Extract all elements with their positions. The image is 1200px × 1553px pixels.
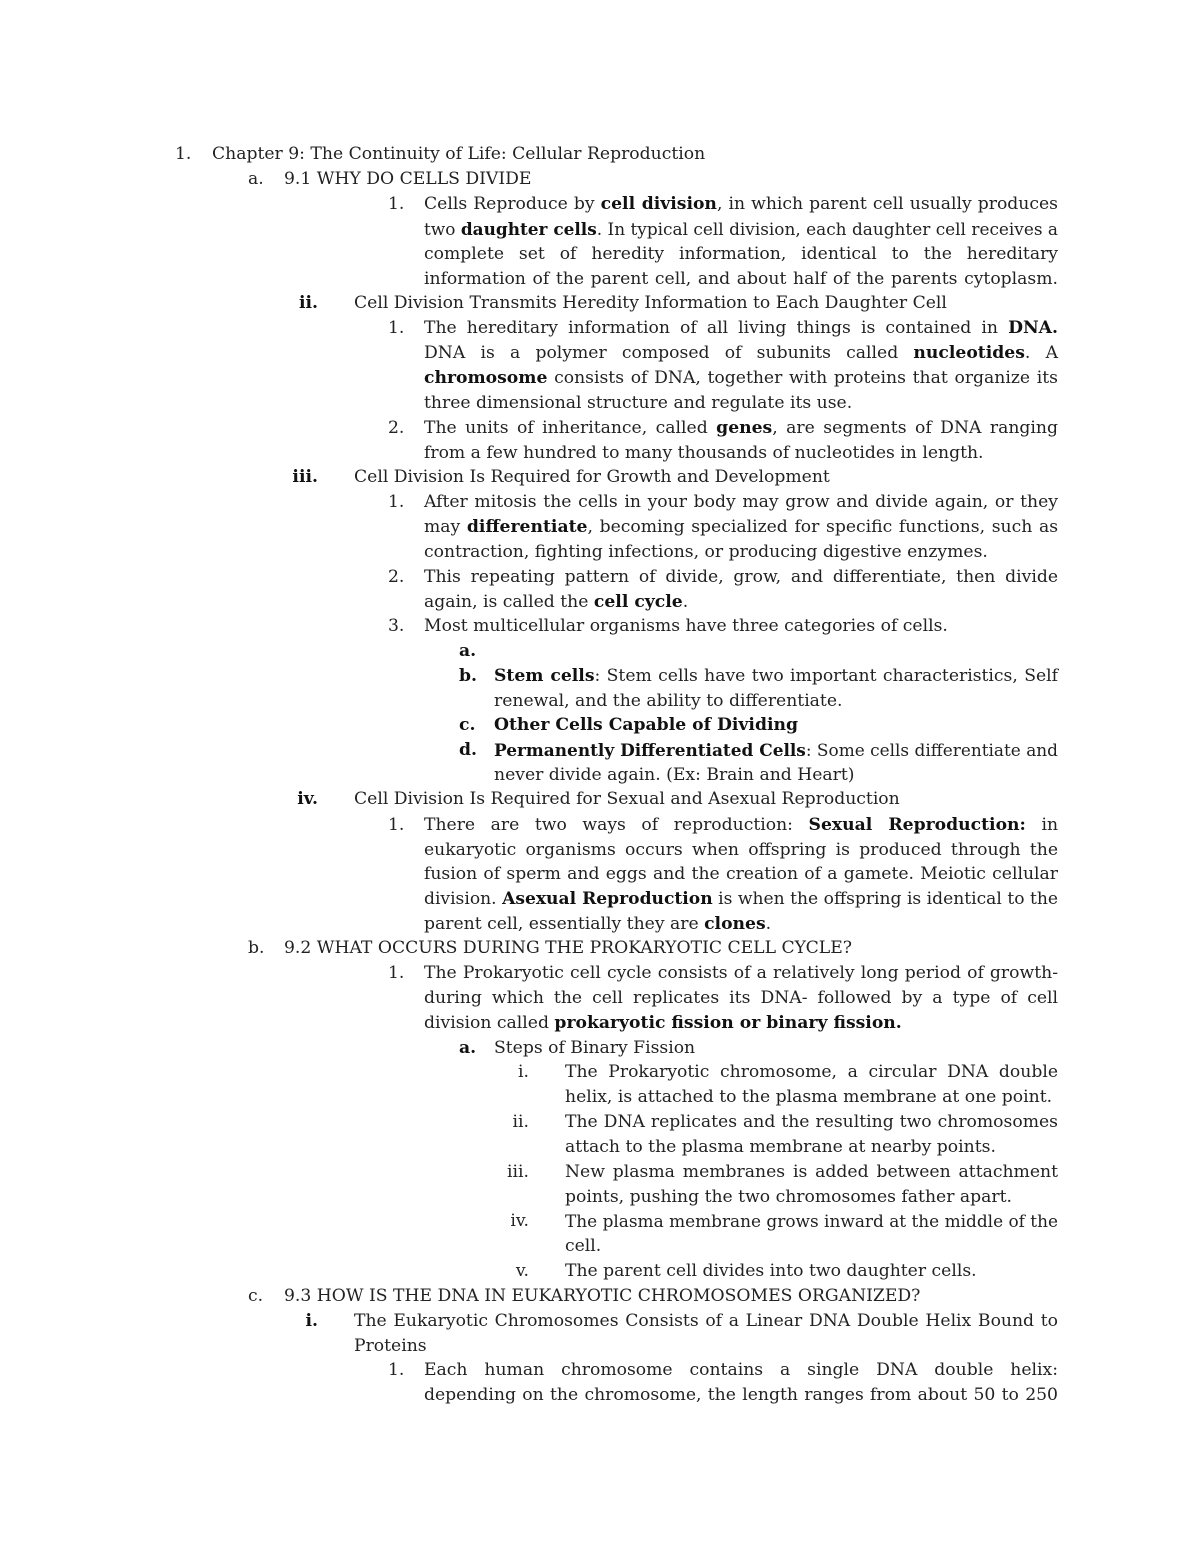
bold-term: cell division: [600, 194, 717, 214]
outline-line: [0, 1259, 1200, 1284]
list-marker: b.: [459, 666, 478, 686]
bold-term: cell cycle: [593, 592, 683, 612]
outline-line: [0, 465, 1200, 490]
line-text: [354, 1309, 1058, 1334]
bold-term: clones: [704, 914, 766, 934]
outline-line: [0, 689, 1200, 714]
line-text: [424, 242, 1058, 267]
text-run: DNA is a polymer composed of subunits called: [424, 343, 914, 363]
line-text: [424, 416, 1058, 441]
bold-term: prokaryotic fission or binary fission.: [554, 1013, 902, 1033]
outline-line: [0, 167, 1200, 192]
text-run: in: [1025, 815, 1059, 835]
line-text: [565, 1185, 1012, 1210]
line-text: [424, 267, 1058, 292]
text-run: The Prokaryotic chromosome, a circular DNA double: [565, 1062, 1058, 1082]
list-marker: d.: [459, 740, 478, 760]
outline-line: [0, 341, 1200, 366]
bold-term: chromosome: [424, 368, 548, 388]
outline-line: [0, 664, 1200, 689]
outline-line: [0, 1383, 1200, 1408]
list-marker: ii.: [298, 293, 318, 313]
outline-line: [0, 614, 1200, 639]
text-run: two: [424, 219, 461, 239]
text-run: helix, is attached to the plasma membrane at one point.: [565, 1087, 1053, 1107]
line-text: [354, 291, 947, 316]
line-text: [494, 664, 1058, 689]
list-marker: iii.: [507, 1162, 529, 1182]
outline-line: [0, 142, 1200, 167]
outline-line: [0, 639, 1200, 664]
text-run: is when the offspring is identical to the: [712, 889, 1059, 909]
text-run: 9.2 WHAT OCCURS DURING THE PROKARYOTIC CELL CYCLE?: [284, 938, 852, 958]
outline-line: [0, 936, 1200, 961]
bold-term: differentiate: [466, 517, 588, 537]
line-text: [212, 142, 705, 167]
outline-line: [0, 192, 1200, 217]
line-text: [565, 1259, 977, 1284]
line-text: [424, 590, 688, 615]
line-text: [565, 1060, 1058, 1085]
line-text: [424, 341, 1058, 366]
line-text: [424, 391, 852, 416]
outline-line: [0, 763, 1200, 788]
line-text: [565, 1135, 996, 1160]
line-text: [424, 1358, 1058, 1383]
line-text: [494, 738, 1058, 763]
list-marker: 3.: [388, 616, 405, 636]
outline-line: [0, 912, 1200, 937]
outline-line: [0, 441, 1200, 466]
line-text: [565, 1234, 601, 1259]
outline-line: [0, 291, 1200, 316]
text-run: never divide again. (Ex: Brain and Heart): [494, 765, 855, 785]
outline-line: [0, 1334, 1200, 1359]
line-text: [424, 316, 1058, 341]
outline-line: [0, 267, 1200, 292]
line-text: [494, 1036, 695, 1061]
text-run: . A: [1024, 343, 1059, 363]
outline-line: [0, 887, 1200, 912]
bold-term: Stem cells: [494, 666, 595, 686]
line-text: [354, 1334, 427, 1359]
outline-line: [0, 838, 1200, 863]
list-marker: a.: [459, 1038, 477, 1058]
outline-line: [0, 490, 1200, 515]
outline-line: [0, 565, 1200, 590]
text-run: depending on the chromosome, the length ranges from about 50 to 250: [424, 1385, 1058, 1405]
text-run: consists of DNA, together with proteins that organize its: [547, 368, 1058, 388]
text-run: New plasma membranes is added between attachment: [565, 1162, 1058, 1182]
text-run: again, is called the: [424, 592, 594, 612]
outline-line: [0, 1135, 1200, 1160]
outline-line: [0, 813, 1200, 838]
list-marker: i.: [518, 1062, 529, 1082]
list-marker: 1.: [388, 492, 405, 512]
text-run: eukaryotic organisms occurs when offspring is produced through the: [424, 840, 1058, 860]
list-marker: 1.: [388, 318, 405, 338]
bold-term: genes: [716, 418, 773, 438]
text-run: Chapter 9: The Continuity of Life: Cellular Reproduction: [212, 144, 706, 164]
text-run: Each human chromosome contains a single DNA double helix:: [424, 1360, 1058, 1380]
line-text: [284, 936, 852, 961]
text-run: The parent cell divides into two daughter cells.: [565, 1261, 977, 1281]
line-text: [424, 540, 988, 565]
text-run: The Eukaryotic Chromosomes Consists of a Linear DNA Double Helix Bound to: [354, 1311, 1058, 1331]
line-text: [424, 838, 1058, 863]
list-marker: ii.: [512, 1112, 529, 1132]
outline-line: [0, 242, 1200, 267]
text-run: points, pushing the two chromosomes father apart.: [565, 1187, 1012, 1207]
text-run: , are segments of DNA ranging: [772, 418, 1058, 438]
line-text: [354, 465, 830, 490]
outline-line: [0, 590, 1200, 615]
outline-line: [0, 1234, 1200, 1259]
bold-term: Sexual Reproduction:: [808, 815, 1026, 835]
outline-line: [0, 1209, 1200, 1234]
list-marker: b.: [248, 938, 265, 958]
text-run: cell.: [565, 1236, 602, 1256]
line-text: [424, 887, 1058, 912]
text-run: Cell Division Is Required for Growth and Development: [354, 467, 830, 487]
text-run: The hereditary information of all living things is contained in: [424, 318, 1009, 338]
bold-term: nucleotides: [913, 343, 1025, 363]
outline-line: [0, 515, 1200, 540]
text-run: This repeating pattern of divide, grow, and differentiate, then divide: [424, 567, 1058, 587]
line-text: [284, 1284, 920, 1309]
outline-line: [0, 1160, 1200, 1185]
outline-line: [0, 738, 1200, 763]
outline-line: [0, 1060, 1200, 1085]
outline-line: [0, 1358, 1200, 1383]
text-run: Most multicellular organisms have three categories of cells.: [424, 616, 948, 636]
text-run: The plasma membrane grows inward at the middle of the: [565, 1211, 1058, 1231]
outline-line: [0, 961, 1200, 986]
bold-term: Permanently Differentiated Cells: [494, 740, 806, 760]
outline-line: [0, 540, 1200, 565]
line-text: [424, 961, 1058, 986]
list-marker: 1.: [388, 1360, 405, 1380]
list-marker: iv.: [297, 789, 318, 809]
text-run: may: [424, 517, 467, 537]
list-marker: 1.: [388, 194, 405, 214]
bold-term: Other Cells Capable of Dividing: [494, 715, 799, 735]
outline-line: [0, 1309, 1200, 1334]
text-run: . In typical cell division, each daughter cell receives a: [596, 219, 1058, 239]
text-run: , becoming specialized for specific functions, such as: [587, 517, 1059, 537]
outline-line: [0, 391, 1200, 416]
text-run: , in which parent cell usually produces: [716, 194, 1058, 214]
text-run: The DNA replicates and the resulting two chromosomes: [565, 1112, 1058, 1132]
line-text: [494, 713, 798, 738]
outline-line: [0, 986, 1200, 1011]
line-text: [424, 1011, 902, 1036]
text-run: : Some cells differentiate and: [805, 740, 1059, 760]
list-marker: iv.: [510, 1211, 529, 1231]
text-run: during which the cell replicates its DNA- followed by a type of cell: [424, 988, 1058, 1008]
line-text: [424, 813, 1058, 838]
text-run: contraction, fighting infections, or producing digestive enzymes.: [424, 542, 988, 562]
line-text: [565, 1160, 1058, 1185]
line-text: [284, 167, 531, 192]
text-run: complete set of heredity information, identical to the hereditary: [424, 244, 1058, 264]
line-text: [494, 689, 842, 714]
text-run: three dimensional structure and regulate its use.: [424, 393, 853, 413]
line-text: [424, 217, 1058, 242]
line-text: [424, 515, 1058, 540]
text-run: from a few hundred to many thousands of nucleotides in length.: [424, 443, 984, 463]
text-run: .: [682, 592, 689, 612]
line-text: [424, 1383, 1058, 1408]
line-text: [565, 1085, 1052, 1110]
list-marker: 2.: [388, 418, 405, 438]
text-run: The units of inheritance, called: [424, 418, 717, 438]
text-run: 9.1 WHY DO CELLS DIVIDE: [284, 169, 532, 189]
list-marker: 2.: [388, 567, 405, 587]
text-run: Cell Division Is Required for Sexual and Asexual Reproduction: [354, 789, 900, 809]
outline-line: [0, 366, 1200, 391]
line-text: [424, 986, 1058, 1011]
text-run: Cell Division Transmits Heredity Information to Each Daughter Cell: [354, 293, 947, 313]
outline-line: [0, 713, 1200, 738]
line-text: [424, 441, 984, 466]
text-run: Steps of Binary Fission: [494, 1038, 696, 1058]
list-marker: iii.: [292, 467, 318, 487]
list-marker: a.: [248, 169, 264, 189]
text-run: After mitosis the cells in your body may grow and divide again, or they: [424, 492, 1058, 512]
list-marker: c.: [248, 1286, 264, 1306]
outline-line: [0, 316, 1200, 341]
line-text: [354, 787, 900, 812]
text-run: 9.3 HOW IS THE DNA IN EUKARYOTIC CHROMOSOMES ORGANIZED?: [284, 1286, 921, 1306]
list-marker: v.: [515, 1261, 529, 1281]
text-run: Proteins: [354, 1336, 427, 1356]
line-text: [424, 490, 1058, 515]
outline-line: [0, 1284, 1200, 1309]
outline-line: [0, 862, 1200, 887]
bold-term: Asexual Reproduction: [502, 889, 713, 909]
text-run: parent cell, essentially they are: [424, 914, 705, 934]
list-marker: i.: [305, 1311, 318, 1331]
outline-line: [0, 217, 1200, 242]
list-marker: 1.: [175, 144, 192, 164]
line-text: [424, 912, 771, 937]
outline-line: [0, 416, 1200, 441]
outline-line: [0, 1011, 1200, 1036]
list-marker: a.: [459, 641, 477, 661]
text-run: fusion of sperm and eggs and the creation of a gamete. Meiotic cellular: [424, 864, 1058, 884]
outline-line: [0, 1110, 1200, 1135]
text-run: Cells Reproduce by: [424, 194, 601, 214]
line-text: [424, 366, 1058, 391]
text-run: attach to the plasma membrane at nearby points.: [565, 1137, 996, 1157]
line-text: [565, 1110, 1058, 1135]
text-run: There are two ways of reproduction:: [424, 815, 809, 835]
outline-line: [0, 1085, 1200, 1110]
line-text: [424, 614, 948, 639]
list-marker: c.: [459, 715, 476, 735]
text-run: information of the parent cell, and about half of the parents cytoplasm.: [424, 269, 1058, 289]
list-marker: 1.: [388, 815, 405, 835]
text-run: division.: [424, 889, 503, 909]
text-run: : Stem cells have two important characteristics, Self: [594, 666, 1059, 686]
text-run: .: [765, 914, 772, 934]
outline-line: [0, 787, 1200, 812]
outline-line: [0, 1185, 1200, 1210]
bold-term: DNA.: [1008, 318, 1058, 338]
line-text: [424, 862, 1058, 887]
text-run: The Prokaryotic cell cycle consists of a relatively long period of growth-: [424, 963, 1058, 983]
line-text: [565, 1209, 1058, 1234]
line-text: [424, 565, 1058, 590]
line-text: [424, 192, 1058, 217]
outline-line: [0, 1036, 1200, 1061]
line-text: [494, 763, 854, 788]
text-run: renewal, and the ability to differentiate.: [494, 691, 843, 711]
text-run: division called: [424, 1013, 555, 1033]
bold-term: daughter cells: [460, 219, 597, 239]
list-marker: 1.: [388, 963, 405, 983]
